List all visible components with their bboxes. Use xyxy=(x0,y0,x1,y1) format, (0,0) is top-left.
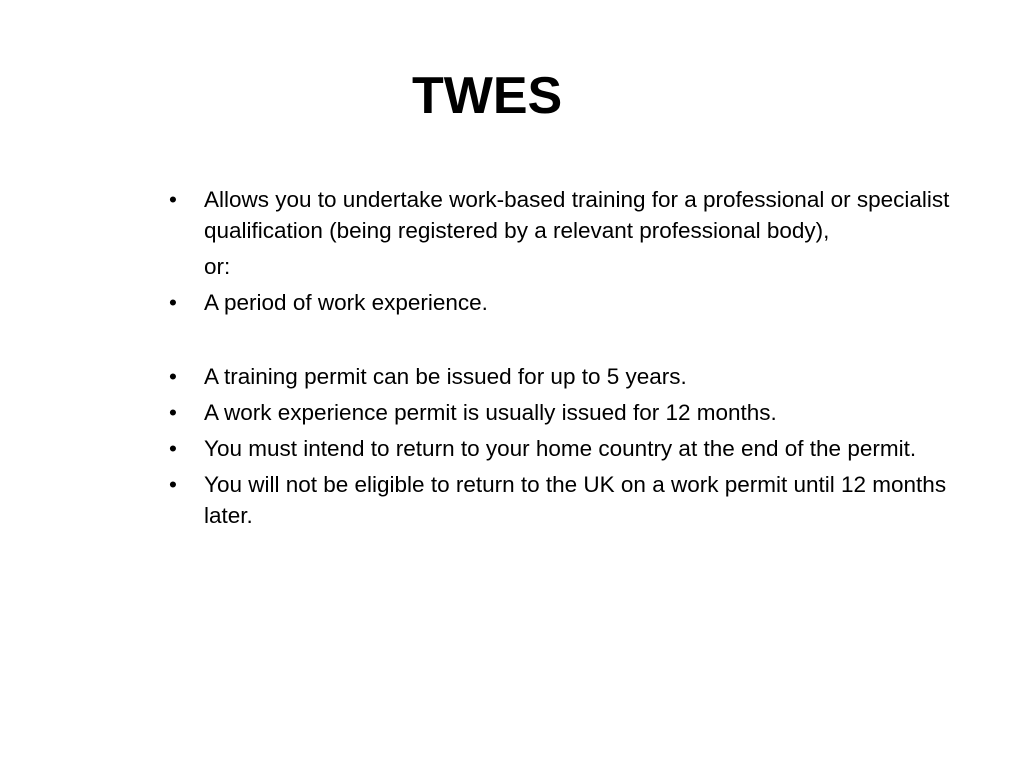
bullet-text: You will not be eligible to return to the UK on a work permit until 12 months later. xyxy=(204,472,947,528)
bullet-text: Allows you to undertake work-based training for a professional or specialist qualification (being registered by a relevant professional body), xyxy=(204,187,950,243)
bullet-text: A work experience permit is usually issued for 12 months. xyxy=(204,400,777,425)
bullet-icon: • xyxy=(169,436,177,461)
bullet-text: A period of work experience. xyxy=(204,290,488,315)
bullet-item xyxy=(160,361,980,392)
bullet-icon: • xyxy=(169,400,177,425)
bullet-icon: • xyxy=(169,187,177,212)
bullet-icon: • xyxy=(169,472,177,497)
bullet-text: You must intend to return to your home country at the end of the permit. xyxy=(204,436,917,461)
bullet-icon: • xyxy=(169,290,177,315)
slide-title: TWES xyxy=(412,67,563,125)
bullet-item xyxy=(160,287,980,318)
connector-text: or: xyxy=(204,254,231,279)
bullet-item xyxy=(160,397,980,428)
bullet-item xyxy=(160,184,980,246)
slide-body xyxy=(160,184,980,536)
bullet-item xyxy=(160,469,980,531)
bullet-text: A training permit can be issued for up to 5 years. xyxy=(204,364,687,389)
bullet-item xyxy=(160,433,980,464)
bullet-icon: • xyxy=(169,364,177,389)
spacer xyxy=(160,323,980,361)
